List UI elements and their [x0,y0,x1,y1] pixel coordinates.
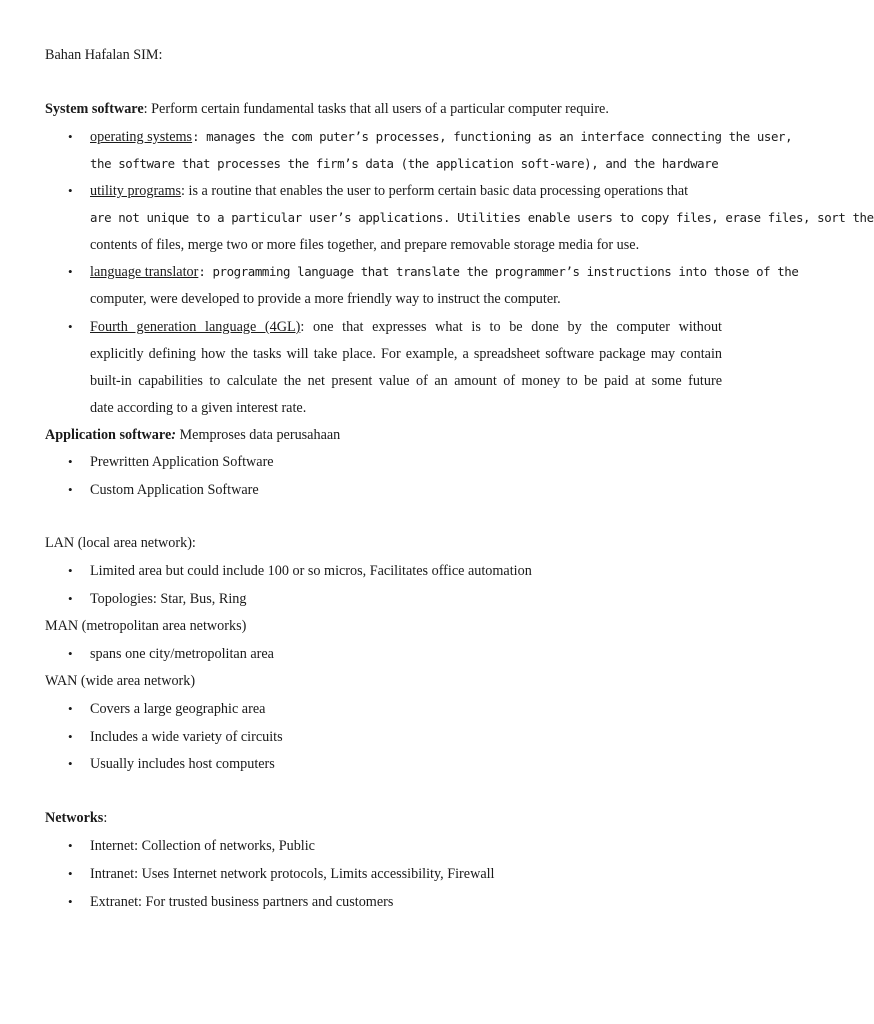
networks-line [45,809,722,827]
bullet-icon: • [68,729,73,744]
item-text: : is a routine that enables the user to perform certain basic data processing operations that [181,183,689,199]
bullet-icon: • [68,482,73,497]
bullet-icon: • [68,838,73,853]
list-item: Covers a large geographic area [90,701,266,717]
bullet-icon: • [68,756,73,771]
term-operating-systems: operating systems [90,129,193,145]
item-text: computer, were developed to provide a more friendly way to instruct the computer. [90,291,561,307]
system-software-line [45,100,722,118]
term-4gl: Fourth generation language (4GL) [90,319,301,335]
item-text: the software that processes the firm’s data (the application soft-ware), and the hardware [90,156,719,171]
item-text: are not unique to a particular user’s applications. [90,210,451,225]
term-utility-programs: utility programs [90,183,182,199]
bullet-icon: • [68,894,73,909]
item-text: contents of files, merge two or more files together, and prepare removable storage media for use. [90,237,640,253]
list-item: Usually includes host computers [90,756,275,772]
item-text: : one that expresses what is to be done by the computer without [300,319,722,335]
bullet-icon: • [68,319,73,334]
list-item: Internet: Collection of networks, Public [90,838,315,854]
list-item: spans one city/metropolitan area [90,646,274,662]
list-item: Intranet: Uses Internet network protocols, Limits accessibility, Firewall [90,866,495,882]
bullet-icon: • [68,129,73,144]
list-item: Limited area but could include 100 or so micros, Facilitates office automation [90,563,532,579]
item-text: Utilities enable users to copy files, erase files, sort the [450,210,874,225]
system-software-desc: : Perform certain fundamental tasks that all users of a particular computer require. [143,101,609,117]
list-item: Includes a wide variety of circuits [90,729,283,745]
heading-colon: : [103,810,108,826]
list-item: Prewritten Application Software [90,454,274,470]
bullet-icon: • [68,563,73,578]
system-software-heading: System software [45,101,144,117]
document-title: Bahan Hafalan SIM: [45,47,163,63]
item-text: : programming language that translate the programmer’s instructions into those of the [198,264,799,279]
item-text: explicitly defining how the tasks will take place. For example, a spreadsheet software package may contain [90,346,722,362]
bullet-icon: • [68,183,73,198]
lan-heading: LAN (local area network): [45,535,196,551]
application-software-heading: Application software [45,427,172,443]
list-item-4gl [90,318,722,417]
item-text: : manages the com puter’s processes, functioning as an interface connecting the user, [192,129,793,144]
list-item-utility-programs [90,182,874,254]
bullet-icon: • [68,866,73,881]
heading-colon: : [171,427,176,443]
bullet-icon: • [68,591,73,606]
application-software-desc: Memproses data perusahaan [175,427,341,443]
list-item: Topologies: Star, Bus, Ring [90,591,247,607]
bullet-icon: • [68,454,73,469]
list-item: Extranet: For trusted business partners and customers [90,894,394,910]
networks-heading: Networks [45,810,104,826]
bullet-icon: • [68,701,73,716]
list-item: Custom Application Software [90,482,259,498]
item-text: built-in capabilities to calculate the net present value of an amount of money to be paid at some future [90,373,722,389]
bullet-icon: • [68,264,73,279]
list-item-operating-systems [90,128,793,173]
list-item-language-translator [90,263,799,308]
bullet-icon: • [68,646,73,661]
wan-heading: WAN (wide area network) [45,673,196,689]
item-text: date according to a given interest rate. [90,400,307,416]
term-language-translator: language translator [90,264,199,280]
man-heading: MAN (metropolitan area networks) [45,618,247,634]
application-software-line [45,426,722,444]
